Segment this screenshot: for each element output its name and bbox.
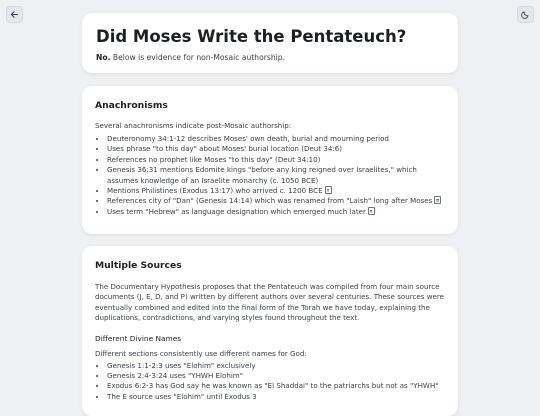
list-item: • Exodus 6:2-3 has God say he was known as "El Shaddai" to the patriarchs but not as "YHWH" [107, 381, 445, 391]
divine-names-list [95, 361, 445, 403]
list-item: • Genesis 1:1-2:3 uses "Elohim" exclusively [107, 361, 445, 371]
list-item: • Uses phrase "to this day" about Moses' burial location (Deut 34:6) [107, 144, 445, 154]
list-item: • The E source uses "Elohim" until Exodus 3 [107, 392, 445, 402]
sources-paragraph: The Documentary Hypothesis proposes that the Pentateuch was compiled from four main source documents (J, E, D, and P) written by different authors over several centuries. These sources were eventually combined and edited into the final form of the Torah we have today, explaining the duplications, contradictions, and varying styles found throughout the text. [95, 282, 444, 323]
list-item: • Uses term "Hebrew" as language designation which emerged much later [107, 207, 445, 217]
anachronisms-list [95, 134, 445, 217]
anachronisms-heading: Anachronisms [95, 100, 168, 111]
theme-toggle-button[interactable] [517, 6, 534, 23]
source-reference-icon[interactable] [434, 196, 441, 204]
list-item: • References no prophet like Moses "to this day" (Deut 34:10) [107, 155, 445, 165]
answer-text: No. [96, 53, 111, 62]
list-item: • Deuteronomy 34:1-12 describes Moses' own death, burial and mourning period [107, 134, 445, 144]
back-button[interactable] [6, 6, 23, 23]
source-reference-icon[interactable] [368, 207, 375, 215]
list-item: • References city of "Dan" (Genesis 14:14) which was renamed from "Laish" long after Moses [107, 196, 445, 206]
moon-icon [521, 10, 530, 19]
list-item: • Mentions Philistines (Exodus 13:17) who arrived c. 1200 BCE [107, 186, 445, 196]
hero-subtitle [96, 53, 444, 62]
divine-names-heading: Different Divine Names [95, 333, 182, 343]
arrow-left-icon [10, 10, 19, 19]
anachronisms-card [82, 86, 458, 234]
page-title: Did Moses Write the Pentateuch? [96, 27, 407, 46]
list-item: • Genesis 36:31 mentions Edomite kings "before any king reigned over Israelites," which assumes knowledge of an Israelite monarchy (c. 1050 BCE) [107, 165, 445, 186]
divine-names-lead: Different sections consistently use different names for God: [95, 348, 307, 358]
sources-heading: Multiple Sources [95, 260, 182, 271]
anachronisms-lead: Several anachronisms indicate post-Mosaic authorship: [95, 121, 292, 130]
source-reference-icon[interactable] [325, 186, 332, 194]
multiple-sources-card [82, 246, 458, 416]
list-item: • Genesis 2:4-3:24 uses "YHWH Elohim" [107, 371, 445, 381]
hero-card [82, 13, 458, 73]
subtitle-text: Below is evidence for non-Mosaic authorship. [112, 53, 285, 62]
